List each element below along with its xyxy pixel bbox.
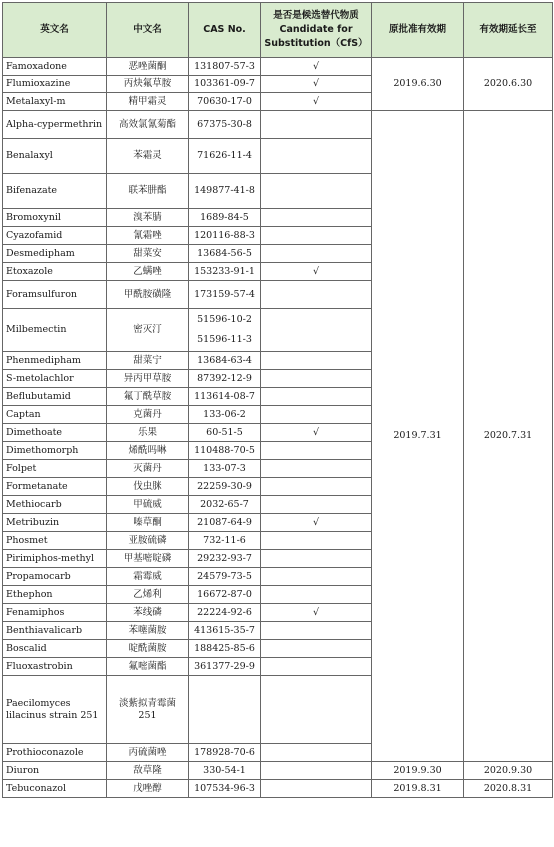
english-name-cell: Pirimiphos-methyl [3,550,107,568]
candidate-for-substitution-cell [261,496,372,514]
chinese-name-cell: 苯噻菌胺 [107,622,189,640]
cas-number-cell: 120116-88-3 [189,227,261,245]
candidate-for-substitution-cell: √ [261,604,372,622]
chinese-name-cell: 乐果 [107,424,189,442]
extended-to-cell: 2020.8.31 [464,780,553,798]
extended-to-cell: 2020.7.31 [464,111,553,762]
candidate-for-substitution-cell: √ [261,76,372,93]
candidate-for-substitution-cell [261,111,372,139]
chinese-name-cell: 淡紫拟青霉菌251 [107,676,189,744]
cas-number-cell: 110488-70-5 [189,442,261,460]
cas-number-cell: 87392-12-9 [189,370,261,388]
candidate-for-substitution-cell [261,568,372,586]
extended-to-cell: 2020.6.30 [464,58,553,111]
cas-number-cell: 173159-57-4 [189,281,261,309]
chinese-name-cell: 氰霜唑 [107,227,189,245]
chinese-name-cell: 嗪草酮 [107,514,189,532]
cas-number-cell: 413615-35-7 [189,622,261,640]
cas-number-cell: 149877-41-8 [189,174,261,209]
chinese-name-cell: 甲酰胺磺隆 [107,281,189,309]
cas-number-cell: 22224-92-6 [189,604,261,622]
chinese-name-cell: 密灭汀 [107,309,189,352]
chinese-name-cell: 灭菌丹 [107,460,189,478]
english-name-cell: Cyazofamid [3,227,107,245]
english-name-cell: Famoxadone [3,58,107,76]
cas-number-cell: 107534-96-3 [189,780,261,798]
cas-number-cell: 330-54-1 [189,762,261,780]
candidate-for-substitution-cell [261,370,372,388]
chinese-name-cell: 乙螨唑 [107,263,189,281]
candidate-for-substitution-cell [261,309,372,352]
original-validity-cell: 2019.9.30 [372,762,464,780]
english-name-cell: Dimethomorph [3,442,107,460]
candidate-for-substitution-cell [261,352,372,370]
candidate-for-substitution-cell [261,478,372,496]
chinese-name-cell: 敌草隆 [107,762,189,780]
english-name-cell: Captan [3,406,107,424]
chinese-name-cell: 异丙甲草胺 [107,370,189,388]
english-name-cell: Propamocarb [3,568,107,586]
english-name-cell: Formetanate [3,478,107,496]
cas-number-cell: 113614-08-7 [189,388,261,406]
chinese-name-cell: 亚胺硫磷 [107,532,189,550]
cas-number-cell: 732-11-6 [189,532,261,550]
cas-number-cell: 21087-64-9 [189,514,261,532]
candidate-for-substitution-cell [261,281,372,309]
chinese-name-cell: 伐虫脒 [107,478,189,496]
english-name-cell: Tebuconazol [3,780,107,798]
english-name-cell: Bifenazate [3,174,107,209]
english-name-cell: Phenmedipham [3,352,107,370]
english-name-cell: Diuron [3,762,107,780]
cas-number-line: 51596-10-2 [197,314,252,325]
candidate-for-substitution-cell [261,658,372,676]
original-validity-cell: 2019.6.30 [372,58,464,111]
candidate-for-substitution-cell [261,139,372,174]
cas-number-cell: 153233-91-1 [189,263,261,281]
english-name-cell: Desmedipham [3,245,107,263]
chinese-name-cell: 丙炔氟草胺 [107,76,189,93]
table-header-row [3,3,553,58]
table-row [3,58,553,76]
cas-number-cell: 178928-70-6 [189,744,261,762]
cas-number-cell [189,676,261,744]
cas-number-cell: 13684-63-4 [189,352,261,370]
cas-number-cell: 2032-65-7 [189,496,261,514]
candidate-for-substitution-cell: √ [261,514,372,532]
chinese-name-cell: 霜霉威 [107,568,189,586]
english-name-cell: Fenamiphos [3,604,107,622]
english-name-cell: Prothioconazole [3,744,107,762]
chinese-name-cell: 乙烯利 [107,586,189,604]
pesticide-extension-table [2,2,553,798]
cas-number-cell: 60-51-5 [189,424,261,442]
header-cfs-line-2: Candidate for [279,24,353,35]
cas-number-cell: 22259-30-9 [189,478,261,496]
candidate-for-substitution-cell [261,460,372,478]
candidate-for-substitution-cell [261,442,372,460]
candidate-for-substitution-cell: √ [261,263,372,281]
english-name-cell: Dimethoate [3,424,107,442]
english-name-cell: S-metolachlor [3,370,107,388]
header-english-name: 英文名 [3,3,107,58]
candidate-for-substitution-cell [261,532,372,550]
english-name-cell: Bromoxynil [3,209,107,227]
candidate-for-substitution-cell [261,245,372,263]
candidate-for-substitution-cell [261,676,372,744]
chinese-name-cell: 克菌丹 [107,406,189,424]
candidate-for-substitution-cell [261,406,372,424]
header-cas-number: CAS No. [189,3,261,58]
candidate-for-substitution-cell: √ [261,58,372,76]
english-name-cell: Metalaxyl-m [3,93,107,111]
table-row [3,762,553,780]
english-name-cell: Fluoxastrobin [3,658,107,676]
english-name-cell: Benalaxyl [3,139,107,174]
cas-number-cell: 24579-73-5 [189,568,261,586]
chinese-name-cell: 烯酰吗啉 [107,442,189,460]
cas-number-cell: 67375-30-8 [189,111,261,139]
header-original-validity: 原批准有效期 [372,3,464,58]
chinese-name-cell: 苯霜灵 [107,139,189,174]
english-name-cell: Benthiavalicarb [3,622,107,640]
cas-number-cell: 361377-29-9 [189,658,261,676]
chinese-name-cell: 甜菜宁 [107,352,189,370]
english-name-cell: Paecilomyces lilacinus strain 251 [3,676,107,744]
header-chinese-name: 中文名 [107,3,189,58]
chinese-name-cell: 恶唑菌酮 [107,58,189,76]
table-body [3,58,553,798]
header-extended-to: 有效期延长至 [464,3,553,58]
table-row [3,780,553,798]
cas-number-cell: 133-07-3 [189,460,261,478]
english-name-cell: Metribuzin [3,514,107,532]
chinese-name-cell: 联苯肼酯 [107,174,189,209]
chinese-name-cell: 戊唑醇 [107,780,189,798]
cas-number-cell: 70630-17-0 [189,93,261,111]
header-candidate-for-substitution [261,3,372,58]
cas-number-cell: 16672-87-0 [189,586,261,604]
chinese-name-cell: 啶酰菌胺 [107,640,189,658]
english-name-cell: Boscalid [3,640,107,658]
cas-number-cell: 29232-93-7 [189,550,261,568]
candidate-for-substitution-cell [261,209,372,227]
candidate-for-substitution-cell [261,780,372,798]
candidate-for-substitution-cell [261,744,372,762]
candidate-for-substitution-cell: √ [261,424,372,442]
cas-number-cell: 103361-09-7 [189,76,261,93]
cas-number-cell: 1689-84-5 [189,209,261,227]
table-row [3,111,553,139]
candidate-for-substitution-cell [261,550,372,568]
candidate-for-substitution-cell [261,388,372,406]
extended-to-cell: 2020.9.30 [464,762,553,780]
original-validity-cell: 2019.7.31 [372,111,464,762]
chinese-name-cell: 氟嘧菌酯 [107,658,189,676]
english-name-cell: Etoxazole [3,263,107,281]
english-name-cell: Beflubutamid [3,388,107,406]
cas-number-cell: 13684-56-5 [189,245,261,263]
cas-number-cell: 133-06-2 [189,406,261,424]
candidate-for-substitution-cell [261,586,372,604]
cas-number-cell: 131807-57-3 [189,58,261,76]
chinese-name-cell: 氟丁酰草胺 [107,388,189,406]
candidate-for-substitution-cell [261,174,372,209]
cas-number-line: 51596-11-3 [197,334,252,345]
chinese-name-cell: 甲硫威 [107,496,189,514]
chinese-name-cell: 丙硫菌唑 [107,744,189,762]
candidate-for-substitution-cell [261,762,372,780]
english-name-cell: Milbemectin [3,309,107,352]
candidate-for-substitution-cell: √ [261,93,372,111]
chinese-name-cell: 精甲霜灵 [107,93,189,111]
chinese-name-cell: 高效氯氰菊酯 [107,111,189,139]
cas-number-cell [189,309,261,352]
cas-number-cell: 71626-11-4 [189,139,261,174]
english-name-cell: Foramsulfuron [3,281,107,309]
english-name-cell: Phosmet [3,532,107,550]
english-name-cell: Folpet [3,460,107,478]
candidate-for-substitution-cell [261,622,372,640]
header-cfs-line-1: 是否是候选替代物质 [273,10,359,21]
english-name-cell: Flumioxazine [3,76,107,93]
candidate-for-substitution-cell [261,227,372,245]
chinese-name-cell: 苯线磷 [107,604,189,622]
english-name-cell: Alpha-cypermethrin [3,111,107,139]
header-cfs-line-3: Substitution（CfS） [264,38,368,49]
english-name-cell: Methiocarb [3,496,107,514]
cas-number-cell: 188425-85-6 [189,640,261,658]
chinese-name-cell: 甲基嘧啶磷 [107,550,189,568]
original-validity-cell: 2019.8.31 [372,780,464,798]
candidate-for-substitution-cell [261,640,372,658]
english-name-cell: Ethephon [3,586,107,604]
chinese-name-cell: 溴苯腈 [107,209,189,227]
chinese-name-cell: 甜菜安 [107,245,189,263]
